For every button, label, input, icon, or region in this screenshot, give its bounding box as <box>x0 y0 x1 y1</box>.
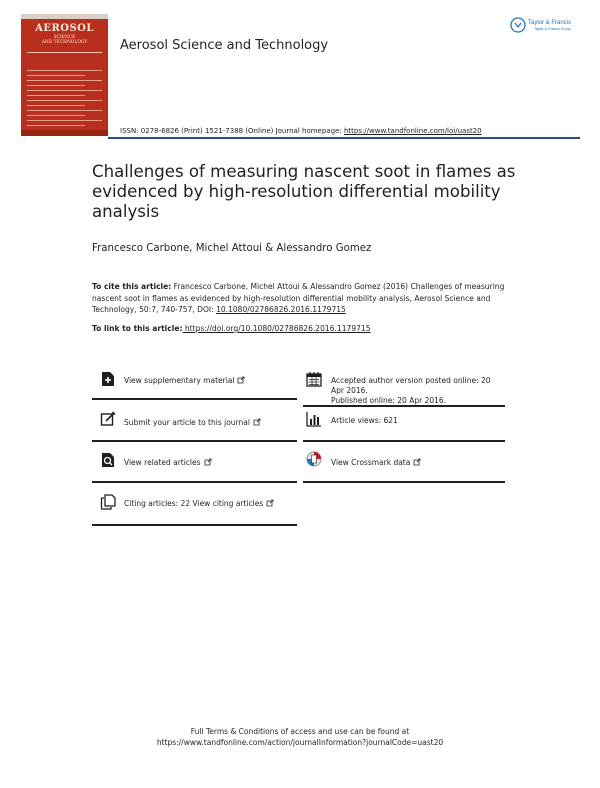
bar-chart-icon <box>306 411 322 431</box>
divider <box>303 481 505 483</box>
terms-url-link[interactable]: https://www.tandfonline.com/action/journalInformation?journalCode=uast20 <box>156 737 444 747</box>
article-views: Article views: 621 <box>331 416 398 425</box>
publisher-name: Taylor & Francis <box>528 20 572 26</box>
header-rule <box>108 137 580 139</box>
terms-text: Full Terms & Conditions of access and use can be found at <box>190 727 410 736</box>
external-link-icon <box>253 418 261 429</box>
published-online-text: Published online: 20 Apr 2016. <box>331 396 447 405</box>
article-doi-url-link[interactable]: https://doi.org/10.1080/02786826.2016.1179715 <box>182 324 371 333</box>
journal-homepage-link[interactable]: https://www.tandfonline.com/loi/uast20 <box>343 127 482 135</box>
pencil-icon <box>100 411 116 431</box>
journal-cover-image <box>21 14 108 136</box>
external-link-icon <box>204 458 212 469</box>
article-authors: Francesco Carbone, Michel Attoui & Alessandro Gomez <box>92 243 372 254</box>
external-link-icon <box>413 458 421 469</box>
external-link-icon <box>266 499 274 510</box>
view-supplementary-link[interactable]: View supplementary material <box>124 376 245 387</box>
citing-articles-icon <box>100 494 116 514</box>
divider <box>92 481 297 483</box>
citation-block <box>92 281 522 316</box>
issn-text: ISSN: 0278-6826 (Print) 1521-7388 (Online) Journal homepage: <box>120 127 344 135</box>
footer <box>0 727 600 748</box>
cover-title: AEROSOL <box>35 23 94 34</box>
divider <box>92 440 297 442</box>
citation-label: To cite this article: <box>92 282 172 291</box>
accepted-version-text: Accepted author version posted online: 20 <box>331 376 491 385</box>
cover-subtitle: SCIENCE AND TECHNOLOGY <box>41 35 88 45</box>
divider <box>303 440 505 442</box>
publication-dates <box>331 376 521 406</box>
view-citing-articles-link[interactable]: Citing articles: 22 View citing articles <box>124 499 274 510</box>
accepted-version-date: Apr 2016. <box>331 386 368 395</box>
calendar-icon <box>306 371 322 391</box>
divider <box>303 405 505 407</box>
article-title: Challenges of measuring nascent soot in flames as evidenced by high-resolution differential mobility analysis <box>92 162 516 221</box>
citation-text: Francesco Carbone, Michel Attoui & Alessandro Gomez (2016) Challenges of measuring nascent soot in flames as evidenced by high-resolution differential mobility analysis, Aerosol Science and Technology, 50:7, 740-757, DOI: <box>92 282 505 314</box>
search-document-icon <box>100 452 116 472</box>
publisher-group-name: Taylor & Francis Group <box>534 27 571 31</box>
divider <box>92 524 297 526</box>
crossmark-icon <box>306 451 322 471</box>
view-related-articles-link[interactable]: View related articles <box>124 458 212 469</box>
publisher-logo <box>510 14 582 36</box>
supplementary-icon <box>100 371 116 391</box>
external-link-icon <box>237 376 245 387</box>
view-crossmark-link[interactable]: View Crossmark data <box>331 458 421 469</box>
divider <box>92 398 297 400</box>
submit-article-link[interactable]: Submit your article to this journal <box>124 418 261 429</box>
issn-line <box>120 127 482 135</box>
article-link-line <box>92 324 371 333</box>
citation-doi-link[interactable]: 10.1080/02786826.2016.1179715 <box>216 305 346 314</box>
article-link-label: To link to this article: <box>92 324 183 333</box>
journal-name: Aerosol Science and Technology <box>120 38 329 53</box>
